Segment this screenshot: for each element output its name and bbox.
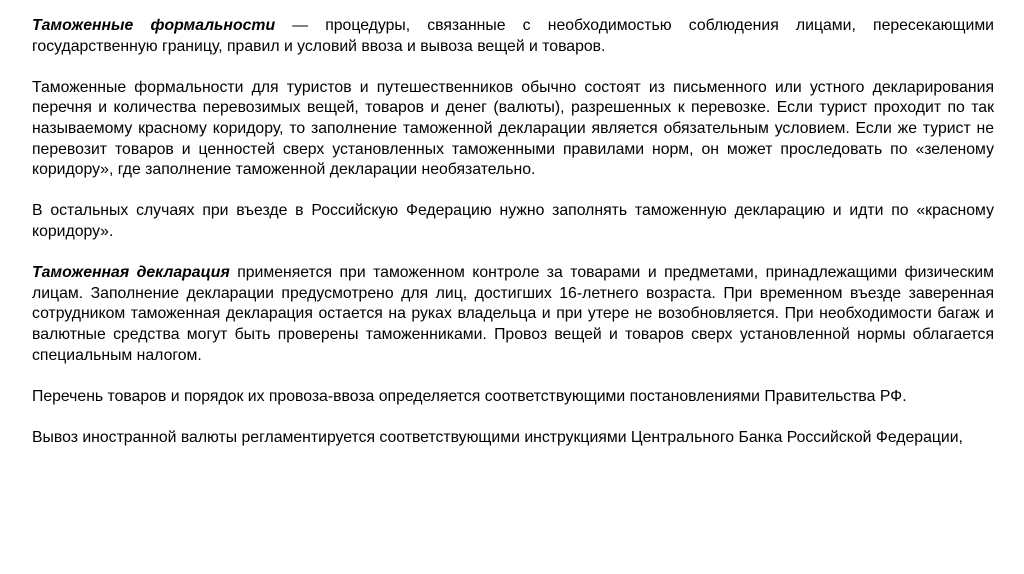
- paragraph-text: Перечень товаров и порядок их провоза-ввоза определяется соответствующими постановлениями Правительства РФ.: [32, 387, 907, 405]
- document-body: [32, 16, 994, 469]
- paragraph-customs-formalities-definition: [32, 16, 994, 57]
- paragraph-text: применяется при таможенном контроле за товарами и предметами, принадлежащими физическим лицам. Заполнение декларации предусмотрено для лиц, достигших 16-летнего возраста. При временном въезде заверенная сотрудником таможенная декларация остается на руках владельца и при утере не возобновляется. При необходимости багаж и валютные средства могут быть проверены таможенниками. Провоз вещей и товаров сверх установленной нормы облагается специальным налогом.: [32, 264, 994, 364]
- paragraph-customs-declaration: [32, 263, 994, 366]
- paragraph-currency-export: [32, 428, 994, 449]
- paragraph-other-cases: [32, 201, 994, 242]
- paragraph-goods-list: [32, 387, 994, 408]
- term-customs-declaration: Таможенная декларация: [32, 264, 230, 282]
- paragraph-text: Таможенные формальности для туристов и путешественников обычно состоят из письменного или устного декларирования перечня и количества перевозимых вещей, товаров и денег (валюты), разрешенных к перевозке. Если турист проходит по так называемому красному коридору, то заполнение таможенной декларации является обязательным условием. Если же турист не перевозит товаров и ценностей сверх установленных таможенными правилами норм, он может проследовать по «зеленому коридору», где заполнение таможенной декларации необязательно.: [32, 78, 994, 179]
- paragraph-text: Вывоз иностранной валюты регламентируется соответствующими инструкциями Центрального Банка Российской Федерации,: [32, 428, 963, 446]
- paragraph-text: В остальных случаях при въезде в Российскую Федерацию нужно заполнять таможенную декларацию и идти по «красному коридору».: [32, 202, 994, 240]
- paragraph-text: — процедуры, связанные с необходимостью соблюдения лицами, пересекающими государственную границу, правил и условий ввоза и вывоза вещей и товаров.: [32, 17, 995, 55]
- paragraph-tourist-formalities: [32, 78, 994, 181]
- term-customs-formalities: Таможенные формальности: [32, 17, 276, 34]
